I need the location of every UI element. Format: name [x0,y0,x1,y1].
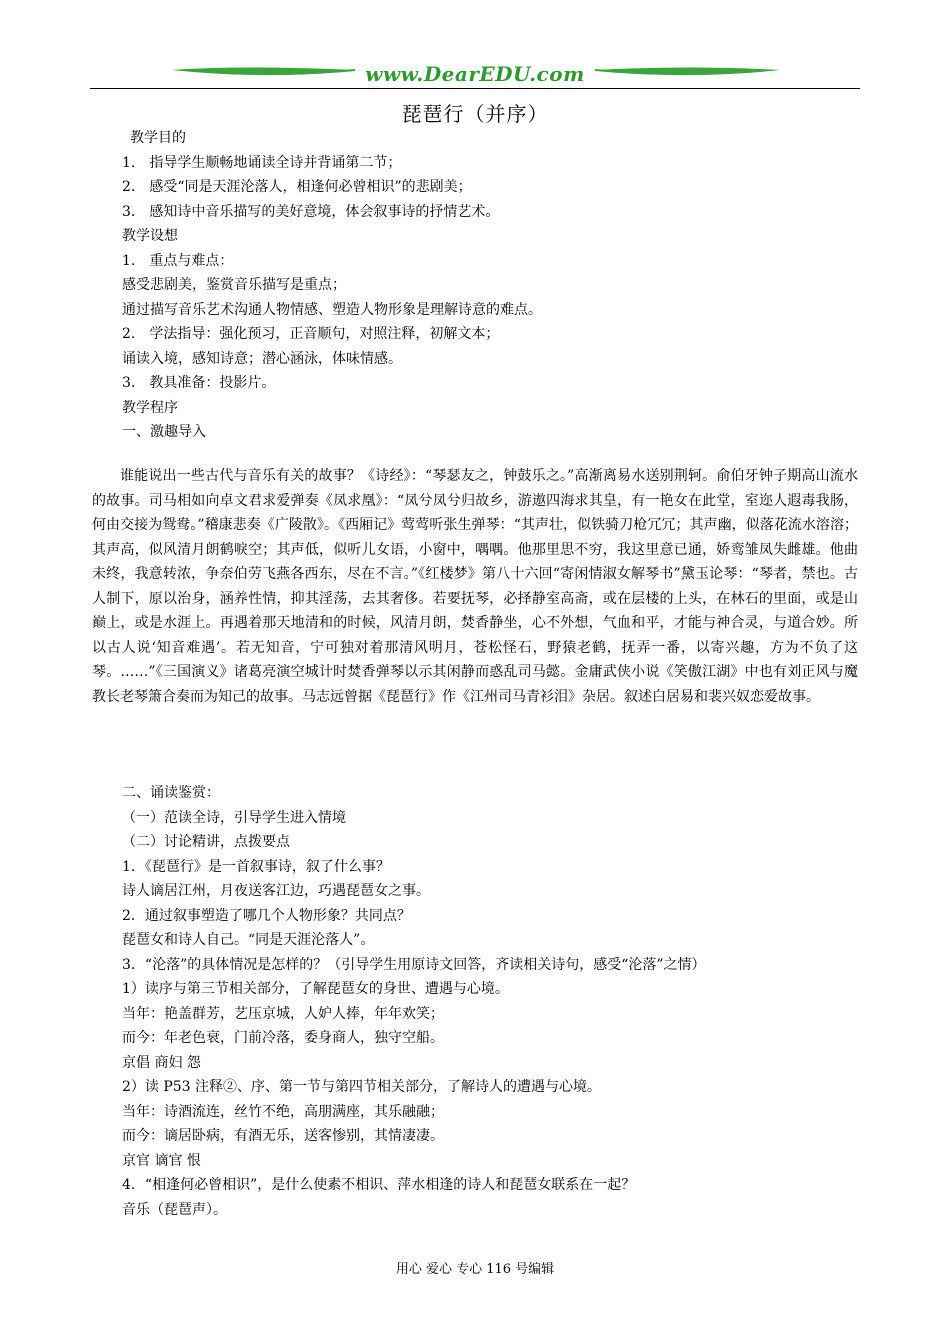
text-line: （一）范读全诗，引导学生进入情境 [122,809,346,826]
text-line: 而今：谪居卧病，有酒无乐，送客惨别，其情凄凄。 [122,1128,444,1144]
text-line: 1）读序与第三节相关部分，了解琵琶女的身世、遭遇与心境。 [122,981,509,997]
text-line: 音乐（琵琶声）。 [122,1201,227,1218]
page-footer: 用心 爱心 专心 116 号编辑 [395,1262,555,1277]
document-body-continued [122,781,862,1222]
text-line: 京官 谪官 恨 [122,1152,201,1169]
text-line: 2．通过叙事塑造了哪几个人物形象？共同点？ [122,907,411,924]
text-line: 1. 指导学生顺畅地诵读全诗并背诵第二节； [122,154,402,171]
text-line: 2. 感受“同是天涯沦落人，相逢何必曾相识”的悲剧美； [122,179,472,195]
document-title: 琵琶行（并序） [401,102,549,126]
text-line: 诵读入境，感知诗意；潜心涵泳，体味情感。 [122,350,402,367]
text-line: 1．《琵琶行》是一首叙事诗，叙了什么事？ [122,858,390,875]
text-line: 3．“沦落”的具体情况是怎样的？（引导学生用原诗文回答，齐读相关诗句，感受“沦落”之情） [122,956,706,973]
section-heading: 教学程序 [122,399,178,416]
text-line: 京倡 商妇 怨 [122,1054,201,1071]
text-line: （二）讨论精讲，点拨要点 [122,834,290,850]
document-body [122,126,862,445]
text-line: 2）读 P53 注释②、序、第一节与第四节相关部分，了解诗人的遭遇与心境。 [122,1079,602,1095]
section-heading: 二、诵读鉴赏： [122,785,220,801]
text-line: 感受悲剧美，鉴赏音乐描写是重点； [122,277,346,293]
site-header [90,58,860,90]
section-heading: 一、激趣导入 [122,424,206,440]
header-divider [90,88,860,89]
text-line: 4．“相逢何必曾相识”，是什么使素不相识、萍水相逢的诗人和琵琶女联系在一起？ [122,1177,636,1193]
text-line: 而今：年老色衰，门前冷落，委身商人，独守空船。 [122,1030,444,1046]
section-heading: 教学设想 [122,228,178,244]
text-line: 3. 感知诗中音乐描写的美好意境，体会叙事诗的抒情艺术。 [122,203,500,220]
text-line: 琵琶女和诗人自己。“同是天涯沦落人”。 [122,932,375,948]
text-line: 3. 教具准备：投影片。 [122,375,276,391]
intro-paragraph: 谁能说出一些古代与音乐有关的故事？《诗经》：“琴瑟友之，钟鼓乐之。”高渐离易水送别荆轲。俞伯牙钟子期高山流水的故事。司马相如向卓文君求爱弹奏《凤求凰》：“凤兮凤兮归故乡，游遨四海求其皇，有一艳女在此堂，室迩人遐毒我肠，何由交接为鸳鸯。”稽康悲奏《广陵散》。《西厢记》莺莺听张生弹琴：“其声壮，似铁骑刀枪冗冗；其声幽，似落花流水溶溶；其声高，似风清月朗鹤唳空；其声低，似听儿女语，小窗中，喁喁。他那里思不穷，我这里意已通，娇鸾雏凤失雌雄。他曲未终，我意转浓，争奈伯劳飞燕各西东，尽在不言。”《红楼梦》第八十六回“寄闲情淑女解琴书”黛玉论琴：“琴者，禁也。古人制下，原以治身，涵养性情，抑其淫荡，去其奢侈。若要抚琴，必择静室高斋，或在层楼的上头，在林石的里面，或是山巅上，或是水涯上。再遇着那天地清和的时候，风清月朗，焚香静坐，心不外想，气血和平，才能与神合灵，与道合妙。所以古人说‘知音难遇’。若无知音，宁可独对着那清风明月，苍松怪石，野猿老鹤，抚弄一番，以寄兴趣，方为不负了这琴。……”《三国演义》诸葛亮演空城计时焚香弹琴以示其闲静而惑乱司马懿。金庸武侠小说《笑傲江湖》中也有刘正风与魔教长老琴箫合奏而为知己的故事。马志远曾据《琵琶行》作《江州司马青衫泪》杂居。叙述白居易和裴兴奴恋爱故事。 [92,468,858,705]
text-line: 1. 重点与难点： [122,252,234,269]
text-line: 当年：艳盖群芳，艺压京城，人妒人捧，年年欢笑； [122,1005,444,1022]
section-heading: 教学目的 [130,130,186,146]
text-line: 通过描写音乐艺术沟通人物情感、塑造人物形象是理解诗意的难点。 [122,301,542,318]
text-line: 2. 学法指导：强化预习，正音顺句，对照注释，初解文本； [122,326,500,342]
text-line: 诗人谪居江州，月夜送客江边，巧遇琵琶女之事。 [122,883,430,899]
site-logo-text[interactable]: www.DearEDU.com [365,62,585,86]
text-line: 当年：诗酒流连，丝竹不绝，高朋满座，其乐融融； [122,1103,444,1120]
